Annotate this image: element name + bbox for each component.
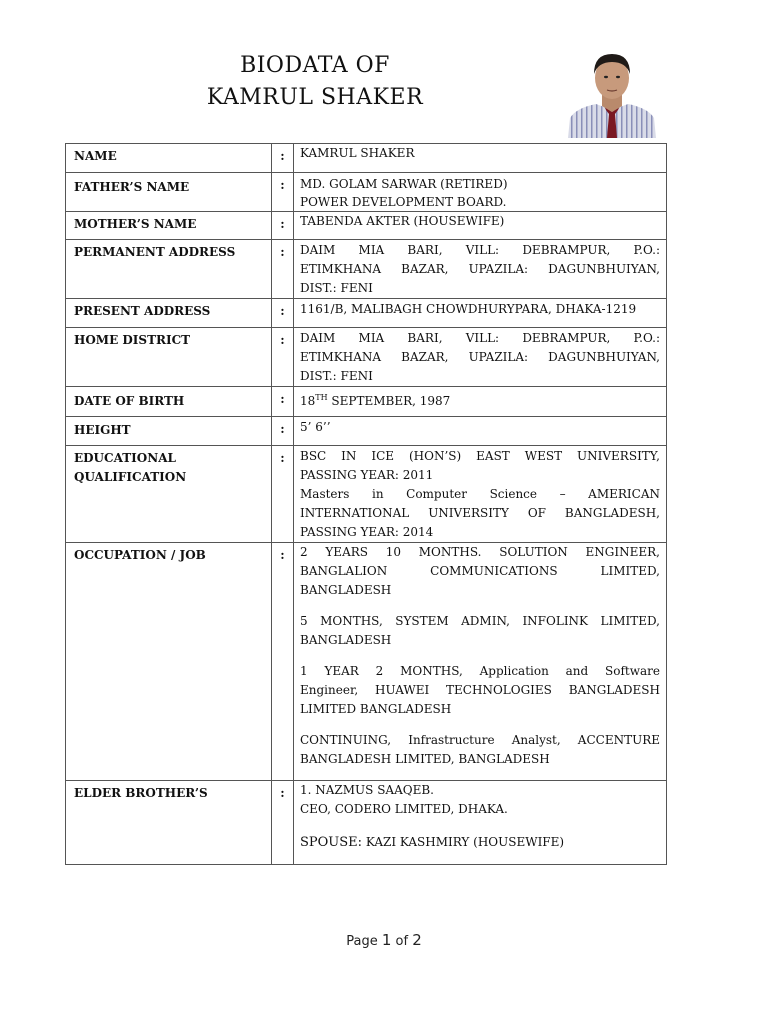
spouse-line [300,833,660,852]
education-line5: PASSING YEAR: 2014 [300,525,434,539]
label-education-line1: EDUCATIONAL [74,451,176,465]
home-line3: DIST.: FENI [300,369,373,383]
document-title [150,50,480,114]
job1-line2: BANGLALION COMMUNICATIONS LIMITED, [300,564,660,578]
label-father: FATHER’S NAME [66,173,272,212]
label-present-address: PRESENT ADDRESS [66,299,272,328]
footer-of-word: of [395,934,409,949]
present-text: 1161/B, MALIBAGH CHOWDHURYPARA, DHAKA-1219 [300,302,637,316]
value-father-line2: POWER DEVELOPMENT BOARD. [300,195,507,209]
colon: : [272,781,294,865]
label-elder-brother: ELDER BROTHER’S [66,781,272,865]
title-line-1: BIODATA OF [240,53,390,78]
education-line4: INTERNATIONAL UNIVERSITY OF BANGLADESH, [300,506,660,520]
permanent-line1: DAIM MIA BARI, VILL: DEBRAMPUR, P.O.: [300,243,660,257]
value-occupation [294,543,667,781]
label-education-line2: QUALIFICATION [74,470,187,484]
row-occupation [66,543,667,781]
education-line2: PASSING YEAR: 2011 [300,468,434,482]
height-text: 5’ 6’’ [300,420,331,434]
colon: : [272,240,294,299]
footer-page-total: 2 [412,931,422,949]
value-height [294,417,667,446]
label-occupation: OCCUPATION / JOB [66,543,272,781]
row-elder-brother [66,781,667,865]
title-line-2: KAMRUL SHAKER [206,85,424,110]
colon: : [272,173,294,212]
colon: : [272,387,294,417]
job1-line1: 2 YEARS 10 MONTHS. SOLUTION ENGINEER, [300,545,660,559]
brother-line2: CEO, CODERO LIMITED, DHAKA. [300,802,508,816]
value-present-address [294,299,667,328]
row-height [66,417,667,446]
value-home-district [294,328,667,387]
row-date-of-birth [66,387,667,417]
value-father-line1: MD. GOLAM SARWAR (RETIRED) [300,177,508,191]
job3-line2: Engineer, HUAWEI TECHNOLOGIES BANGLADESH [300,683,660,697]
value-name [294,144,667,173]
brother-line1: 1. NAZMUS SAAQEB. [300,783,434,797]
label-education [66,446,272,543]
colon: : [272,144,294,173]
spouse-label: SPOUSE: [300,835,363,850]
label-height: HEIGHT [66,417,272,446]
colon: : [272,212,294,240]
education-line1: BSC IN ICE (HON’S) EAST WEST UNIVERSITY, [300,449,660,463]
home-line2: ETIMKHANA BAZAR, UPAZILA: DAGUNBHUIYAN, [300,350,660,364]
label-permanent-address: PERMANENT ADDRESS [66,240,272,299]
row-name [66,144,667,173]
value-education [294,446,667,543]
permanent-line3: DIST.: FENI [300,281,373,295]
label-home-district: HOME DISTRICT [66,328,272,387]
value-father [294,173,667,212]
home-line1: DAIM MIA BARI, VILL: DEBRAMPUR, P.O.: [300,331,660,345]
value-mother [294,212,667,240]
colon: : [272,417,294,446]
label-mother: MOTHER’S NAME [66,212,272,240]
footer-page-number: 1 [381,931,392,949]
value-elder-brother [294,781,667,865]
page-footer [0,931,768,949]
row-permanent-address [66,240,667,299]
colon: : [272,543,294,781]
dob-suffix: TH [315,393,328,402]
label-dob: DATE OF BIRTH [66,387,272,417]
permanent-line2: ETIMKHANA BAZAR, UPAZILA: DAGUNBHUIYAN, [300,262,660,276]
value-permanent-address [294,240,667,299]
job1-line3: BANGLADESH [300,583,392,597]
colon: : [272,328,294,387]
job3-line3: LIMITED BANGLADESH [300,702,452,716]
profile-photo [566,44,658,138]
colon: : [272,299,294,328]
job3-line1: 1 YEAR 2 MONTHS, Application and Software [300,664,660,678]
row-education [66,446,667,543]
value-name-text: KAMRUL SHAKER [300,146,415,160]
label-name: NAME [66,144,272,173]
colon: : [272,446,294,543]
education-line3: Masters in Computer Science – AMERICAN [300,487,660,501]
biodata-table [65,143,667,865]
row-father [66,173,667,212]
dob-rest: SEPTEMBER, 1987 [327,394,451,408]
row-mother [66,212,667,240]
job2-line2: BANGLADESH [300,633,392,647]
job4-line2: BANGLADESH LIMITED, BANGLADESH [300,752,550,766]
footer-page-word: Page [346,934,378,949]
row-present-address [66,299,667,328]
value-dob [294,387,667,417]
dob-day: 18 [300,394,316,408]
row-home-district [66,328,667,387]
spouse-value: KAZI KASHMIRY (HOUSEWIFE) [362,835,565,849]
job4-line1: CONTINUING, Infrastructure Analyst, ACCENTURE [300,733,660,747]
value-mother-text: TABENDA AKTER (HOUSEWIFE) [300,214,505,228]
job2-line1: 5 MONTHS, SYSTEM ADMIN, INFOLINK LIMITED, [300,614,660,628]
